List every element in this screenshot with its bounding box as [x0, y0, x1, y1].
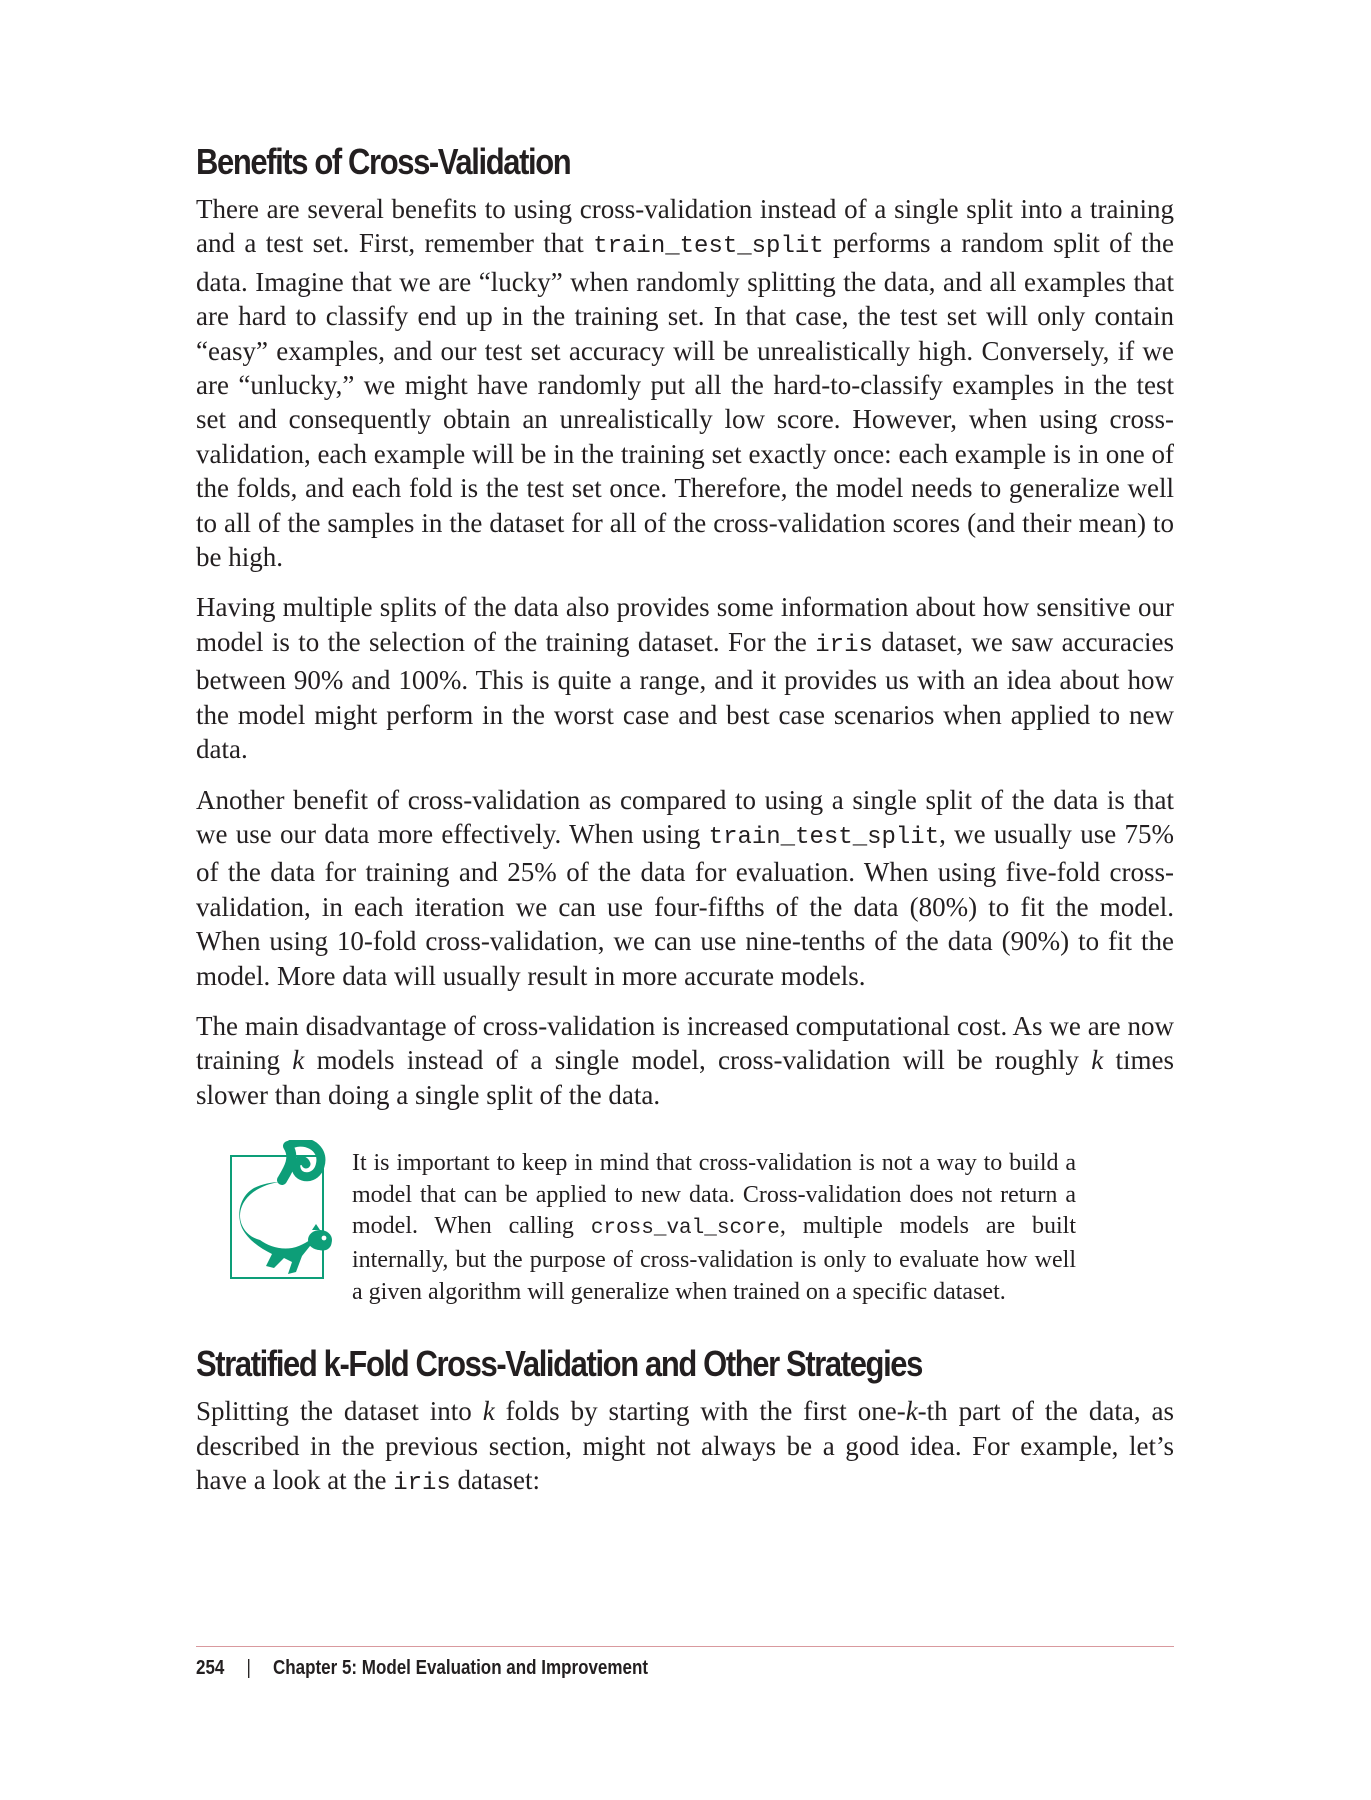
footer-rule — [196, 1646, 1174, 1647]
paragraph-benefits-1: There are several benefits to using cross-validation instead of a single split into a training and a test set. First, remember that train_test_split performs a random split of the data. Imagine that we are “lucky” when randomly splitting the data, and all examples that are hard to classify end up in the training set. In that case, the test set will only contain “easy” examples, and our test set accuracy will be unrealistically high. Conversely, if we are “unlucky,” we might have randomly put all the hard-to-classify examples in the test set and consequently obtain an unrealistically low score. However, when using cross-validation, each example will be in the training set exactly once: each example is in one of the folds, and each fold is the test set once. Therefore, the model needs to generalize well to all of the samples in the dataset for all of the cross-validation scores (and their mean) to be high. — [196, 194, 1174, 573]
page-number: 254 — [196, 1657, 225, 1679]
section-heading-benefits: Benefits of Cross-Validation — [196, 141, 571, 182]
inline-code: train_test_split — [708, 823, 940, 851]
paragraph-benefits-2: Having multiple splits of the data also provides some information about how sensitive our model is to the selection of the training dataset. For the iris dataset, we saw accuracies between 90% and 100%. This is quite a range, and it provides us with an idea about how the model might perform in the worst case and best case scenarios when applied to new data. — [196, 592, 1174, 765]
note-callout — [196, 1140, 1076, 1310]
page-footer — [196, 1646, 1174, 1680]
inline-code: iris — [393, 1469, 451, 1497]
chapter-title: Chapter 5: Model Evaluation and Improvement — [272, 1657, 649, 1679]
lemur-icon — [196, 1140, 334, 1310]
paragraph-benefits-3: Another benefit of cross-validation as compared to using a single split of the data is that we use our data more effectively. When using train_test_split, we usually use 75% of the data for training and 25% of the data for evaluation. When using five-fold cross-validation, in each iteration we can use four-fifths of the data (80%) to fit the model. When using 10-fold cross-validation, we can use nine-tenths of the data (90%) to fit the model. More data will usually result in more accurate models. — [196, 784, 1174, 991]
page-content — [196, 132, 1174, 1517]
section-heading-stratified: Stratified k-Fold Cross-Validation and Other Strategies — [196, 1343, 922, 1385]
footer-separator: | — [246, 1657, 251, 1679]
inline-code: cross_val_score — [590, 1217, 780, 1241]
note-text: It is important to keep in mind that cross-validation is not a way to build a model that can be applied to new data. Cross-validation does not return a model. When calling cross_val_score, multiple models are built internally, but the purpose of cross-validation is only to evaluate how well a given algorithm will generalize when trained on a specific dataset. — [352, 1150, 1077, 1305]
paragraph-disadvantage: The main disadvantage of cross-validation is increased computational cost. As we are now training k models instead of a single model, cross-validation will be roughly k times slower than doing a single split of the data. — [196, 1010, 1174, 1110]
paragraph-stratified-1: Splitting the dataset into k folds by starting with the first one-k-th part of the data, as described in the previous section, might not always be a good idea. For example, let’s have a look at the iris dataset: — [196, 1396, 1174, 1497]
footer-line — [196, 1657, 1027, 1680]
inline-code: iris — [815, 631, 873, 659]
inline-code: train_test_split — [593, 233, 824, 261]
